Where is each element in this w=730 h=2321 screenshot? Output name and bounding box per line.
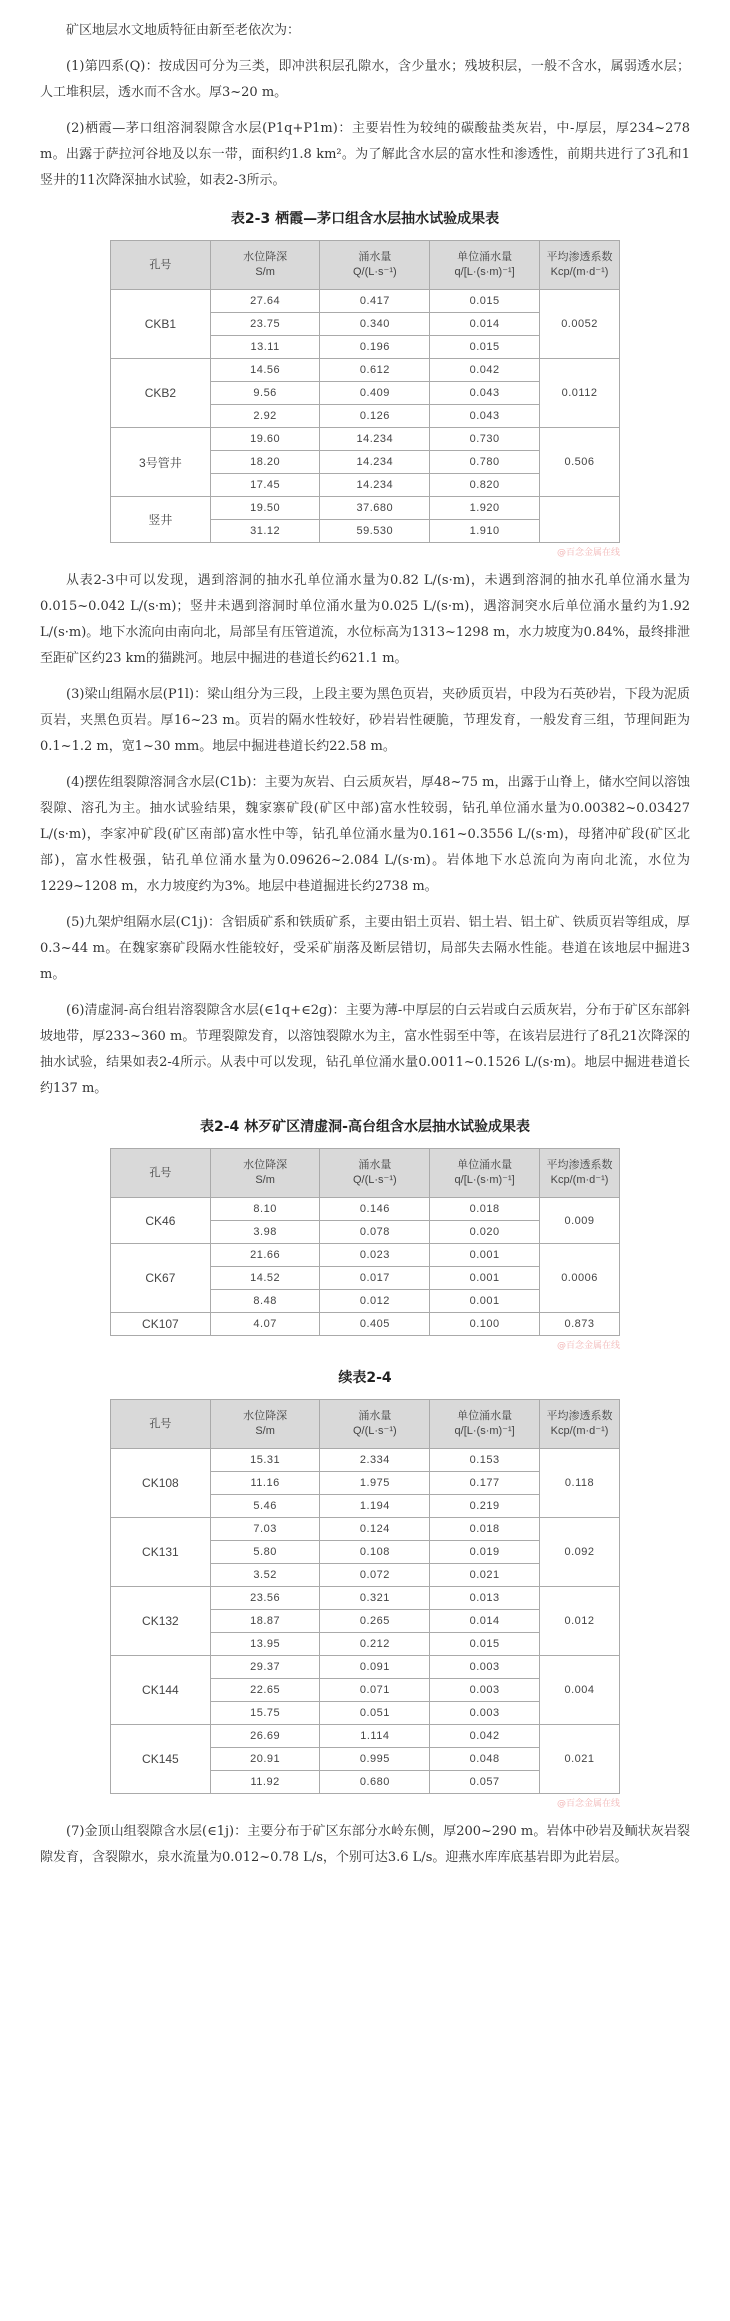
inflow-cell: 0.012 xyxy=(320,1290,430,1313)
unit-inflow-cell: 0.019 xyxy=(430,1541,540,1564)
inflow-cell: 0.071 xyxy=(320,1679,430,1702)
paragraph-jindingshan: (7)金顶山组裂隙含水层(∈1j)：主要分布于矿区东部分水岭东侧，厚200~290 m。岩体中砂岩及鲕状灰岩裂隙发育，含裂隙水，泉水流量为0.012~0.78 L/s，个别可达3.6 L/s。迎燕水库库底基岩即为此岩层。 xyxy=(40,1824,690,1865)
table-row xyxy=(111,1587,620,1610)
inflow-cell: 1.194 xyxy=(320,1495,430,1518)
permeability-cell: 0.118 xyxy=(540,1449,620,1518)
unit-inflow-cell: 0.177 xyxy=(430,1472,540,1495)
table-row xyxy=(111,359,620,382)
drawdown-cell: 29.37 xyxy=(210,1656,320,1679)
hole-id-cell: CK132 xyxy=(111,1587,211,1656)
hole-id-cell: CK46 xyxy=(111,1198,211,1244)
table-row xyxy=(111,1313,620,1336)
unit-inflow-cell: 0.014 xyxy=(430,1610,540,1633)
paragraph-table-2-3-analysis: 从表2-3中可以发现，遇到溶洞的抽水孔单位涌水量为0.82 L/(s·m)，未遇到溶洞的抽水孔单位涌水量为0.015~0.042 L/(s·m)；竖井未遇到溶洞时单位涌水量为0.025 L/(s·m)，遇溶洞突水后单位涌水量约为1.92 L/(s·m)。地下水流向由南向北，局部呈有压管道流，水位标高为1313~1298 m，水力坡度为0.84%，最终排泄至距矿区约23 km的猫跳河。地层中掘进的巷道长约621.1 m。 xyxy=(40,573,690,666)
unit-inflow-cell: 0.048 xyxy=(430,1748,540,1771)
unit-inflow-cell: 0.730 xyxy=(430,428,540,451)
watermark: @百念金属在线 xyxy=(556,1341,620,1351)
drawdown-cell: 19.60 xyxy=(210,428,320,451)
drawdown-cell: 15.31 xyxy=(210,1449,320,1472)
unit-inflow-cell: 0.015 xyxy=(430,290,540,313)
hole-id-cell: CKB2 xyxy=(111,359,211,428)
inflow-cell: 2.334 xyxy=(320,1449,430,1472)
unit-inflow-cell: 0.820 xyxy=(430,474,540,497)
unit-inflow-cell: 0.018 xyxy=(430,1198,540,1221)
unit-inflow-cell: 1.920 xyxy=(430,497,540,520)
drawdown-cell: 13.95 xyxy=(210,1633,320,1656)
table-row xyxy=(111,1449,620,1472)
permeability-cell: 0.092 xyxy=(540,1518,620,1587)
header-drawdown: 水位降深 S/m xyxy=(210,1400,320,1449)
inflow-cell: 37.680 xyxy=(320,497,430,520)
header-hole: 孔号 xyxy=(111,1400,211,1449)
inflow-cell: 14.234 xyxy=(320,451,430,474)
header-inflow: 涌水量 Q/(L·s⁻¹) xyxy=(320,1400,430,1449)
drawdown-cell: 22.65 xyxy=(210,1679,320,1702)
unit-inflow-cell: 0.219 xyxy=(430,1495,540,1518)
drawdown-cell: 14.56 xyxy=(210,359,320,382)
drawdown-cell: 11.92 xyxy=(210,1771,320,1794)
inflow-cell: 0.409 xyxy=(320,382,430,405)
hole-id-cell: CK67 xyxy=(111,1244,211,1313)
inflow-cell: 0.196 xyxy=(320,336,430,359)
drawdown-cell: 20.91 xyxy=(210,1748,320,1771)
permeability-cell: 0.0052 xyxy=(540,290,620,359)
table-2-3-caption: 表2-3 栖霞—茅口组含水层抽水试验成果表 xyxy=(230,211,500,227)
header-drawdown: 水位降深 S/m xyxy=(210,1149,320,1198)
table-header-row xyxy=(111,241,620,290)
drawdown-cell: 7.03 xyxy=(210,1518,320,1541)
inflow-cell: 0.405 xyxy=(320,1313,430,1336)
watermark: @百念金属在线 xyxy=(556,548,620,558)
paragraph-qingxudong-gaotai: (6)清虚洞-高台组岩溶裂隙含水层(∈1q+∈2g)：主要为薄-中厚层的白云岩或白云质灰岩，分布于矿区东部斜坡地带，厚233~360 m。节理裂隙发育，以溶蚀裂隙水为主，富水性弱至中等，在该岩层进行了8孔21次降深的抽水试验，结果如表2-4所示。从表中可以发现，钻孔单位涌水量0.0011~0.1526 L/(s·m)。地层中掘进巷道长约137 m。 xyxy=(40,1003,690,1096)
header-permeability: 平均渗透系数 Kcp/(m·d⁻¹) xyxy=(540,1149,620,1198)
unit-inflow-cell: 0.001 xyxy=(430,1290,540,1313)
hole-id-cell: CKB1 xyxy=(111,290,211,359)
permeability-cell: 0.009 xyxy=(540,1198,620,1244)
unit-inflow-cell: 0.780 xyxy=(430,451,540,474)
unit-inflow-cell: 0.014 xyxy=(430,313,540,336)
permeability-cell: 0.012 xyxy=(540,1587,620,1656)
table-2-3 xyxy=(110,240,620,543)
permeability-cell: 0.506 xyxy=(540,428,620,497)
hole-id-cell: CK144 xyxy=(111,1656,211,1725)
unit-inflow-cell: 0.015 xyxy=(430,336,540,359)
permeability-cell: 0.873 xyxy=(540,1313,620,1336)
permeability-cell: 0.004 xyxy=(540,1656,620,1725)
drawdown-cell: 23.56 xyxy=(210,1587,320,1610)
unit-inflow-cell: 0.100 xyxy=(430,1313,540,1336)
inflow-cell: 0.023 xyxy=(320,1244,430,1267)
drawdown-cell: 13.11 xyxy=(210,336,320,359)
drawdown-cell: 27.64 xyxy=(210,290,320,313)
drawdown-cell: 18.20 xyxy=(210,451,320,474)
inflow-cell: 0.995 xyxy=(320,1748,430,1771)
document-page xyxy=(40,0,690,1871)
inflow-cell: 0.612 xyxy=(320,359,430,382)
drawdown-cell: 15.75 xyxy=(210,1702,320,1725)
inflow-cell: 0.126 xyxy=(320,405,430,428)
inflow-cell: 0.078 xyxy=(320,1221,430,1244)
inflow-cell: 14.234 xyxy=(320,428,430,451)
intro-text: 矿区地层水文地质特征由新至老依次为： xyxy=(66,23,301,38)
paragraph-qixia-maokou: (2)栖霞—茅口组溶洞裂隙含水层(P1q+P1m)：主要岩性为较纯的碳酸盐类灰岩，中-厚层，厚234~278 m。出露于萨拉河谷地及以东一带，面积约1.8 km²。为了解此含水层的富水性和渗透性，前期共进行了3孔和1竖井的11次降深抽水试验，如表2-3所示。 xyxy=(40,121,690,188)
inflow-cell: 0.072 xyxy=(320,1564,430,1587)
inflow-cell: 14.234 xyxy=(320,474,430,497)
table-row xyxy=(111,497,620,520)
inflow-cell: 1.114 xyxy=(320,1725,430,1748)
unit-inflow-cell: 0.043 xyxy=(430,405,540,428)
unit-inflow-cell: 0.043 xyxy=(430,382,540,405)
table-row xyxy=(111,1656,620,1679)
inflow-cell: 0.051 xyxy=(320,1702,430,1725)
paragraph-baizuo: (4)摆佐组裂隙溶洞含水层(C1b)：主要为灰岩、白云质灰岩，厚48~75 m，出露于山脊上，储水空间以溶蚀裂隙、溶孔为主。抽水试验结果，魏家寨矿段(矿区中部)富水性较弱，钻孔单位涌水量为0.00382~0.03427 L/(s·m)，李家冲矿段(矿区南部)富水性中等，钻孔单位涌水量为0.161~0.3556 L/(s·m)，母猪冲矿段(矿区北部)，富水性极强，钻孔单位涌水量为0.09626~2.084 L/(s·m)。岩体地下水总流向为南向北流，水位为1229~1208 m，水力坡度约为3%。地层中巷道掘进长约2738 m。 xyxy=(40,775,690,894)
watermark: @百念金属在线 xyxy=(556,1799,620,1809)
permeability-cell xyxy=(540,497,620,543)
unit-inflow-cell: 0.153 xyxy=(430,1449,540,1472)
unit-inflow-cell: 0.057 xyxy=(430,1771,540,1794)
hole-id-cell: CK145 xyxy=(111,1725,211,1794)
drawdown-cell: 23.75 xyxy=(210,313,320,336)
hole-id-cell: CK107 xyxy=(111,1313,211,1336)
table-row xyxy=(111,1725,620,1748)
table-2-4-continued xyxy=(110,1399,620,1794)
table-2-4-caption: 表2-4 林歹矿区清虚洞-高台组含水层抽水试验成果表 xyxy=(200,1119,530,1135)
header-permeability: 平均渗透系数 Kcp/(m·d⁻¹) xyxy=(540,241,620,290)
header-drawdown: 水位降深 S/m xyxy=(210,241,320,290)
table-row xyxy=(111,1244,620,1267)
drawdown-cell: 5.46 xyxy=(210,1495,320,1518)
drawdown-cell: 21.66 xyxy=(210,1244,320,1267)
unit-inflow-cell: 0.003 xyxy=(430,1679,540,1702)
paragraph-quaternary: (1)第四系(Q)：按成因可分为三类，即冲洪积层孔隙水，含少量水；残坡积层，一般不含水，属弱透水层；人工堆积层，透水而不含水。厚3~20 m。 xyxy=(40,59,690,100)
drawdown-cell: 3.52 xyxy=(210,1564,320,1587)
paragraph-jiujialu: (5)九架炉组隔水层(C1j)：含铝质矿系和铁质矿系，主要由铝土页岩、铝土岩、铝土矿、铁质页岩等组成，厚0.3~44 m。在魏家寨矿段隔水性能较好，受采矿崩落及断层错切，局部失去隔水性能。巷道在该地层中掘进3 m。 xyxy=(40,915,690,982)
unit-inflow-cell: 1.910 xyxy=(430,520,540,543)
table-row xyxy=(111,290,620,313)
drawdown-cell: 18.87 xyxy=(210,1610,320,1633)
header-hole: 孔号 xyxy=(111,241,211,290)
unit-inflow-cell: 0.021 xyxy=(430,1564,540,1587)
hole-id-cell: CK131 xyxy=(111,1518,211,1587)
unit-inflow-cell: 0.001 xyxy=(430,1267,540,1290)
drawdown-cell: 9.56 xyxy=(210,382,320,405)
unit-inflow-cell: 0.003 xyxy=(430,1702,540,1725)
drawdown-cell: 8.48 xyxy=(210,1290,320,1313)
unit-inflow-cell: 0.015 xyxy=(430,1633,540,1656)
unit-inflow-cell: 0.013 xyxy=(430,1587,540,1610)
inflow-cell: 0.265 xyxy=(320,1610,430,1633)
permeability-cell: 0.0112 xyxy=(540,359,620,428)
drawdown-cell: 11.16 xyxy=(210,1472,320,1495)
drawdown-cell: 4.07 xyxy=(210,1313,320,1336)
unit-inflow-cell: 0.018 xyxy=(430,1518,540,1541)
drawdown-cell: 8.10 xyxy=(210,1198,320,1221)
permeability-cell: 0.021 xyxy=(540,1725,620,1794)
drawdown-cell: 2.92 xyxy=(210,405,320,428)
table-row xyxy=(111,1518,620,1541)
header-unit-inflow: 单位涌水量 q/[L·(s·m)⁻¹] xyxy=(430,241,540,290)
table-2-4 xyxy=(110,1148,620,1336)
inflow-cell: 0.146 xyxy=(320,1198,430,1221)
table-header-row xyxy=(111,1149,620,1198)
hole-id-cell: 竖井 xyxy=(111,497,211,543)
inflow-cell: 0.680 xyxy=(320,1771,430,1794)
table-2-4-cont-caption: 续表2-4 xyxy=(338,1370,392,1386)
inflow-cell: 0.340 xyxy=(320,313,430,336)
hole-id-cell: 3号管井 xyxy=(111,428,211,497)
header-inflow: 涌水量 Q/(L·s⁻¹) xyxy=(320,1149,430,1198)
unit-inflow-cell: 0.003 xyxy=(430,1656,540,1679)
table-row xyxy=(111,428,620,451)
paragraph-liangshan: (3)梁山组隔水层(P1l)：梁山组分为三段，上段主要为黑色页岩，夹砂质页岩，中段为石英砂岩，下段为泥质页岩，夹黑色页岩。厚16~23 m。页岩的隔水性较好，砂岩岩性硬脆，节理发育，一般发育三组，节理间距为0.1~1.2 m，宽1~30 mm。地层中掘进巷道长约22.58 m。 xyxy=(40,687,690,754)
hole-id-cell: CK108 xyxy=(111,1449,211,1518)
inflow-cell: 0.212 xyxy=(320,1633,430,1656)
drawdown-cell: 31.12 xyxy=(210,520,320,543)
unit-inflow-cell: 0.020 xyxy=(430,1221,540,1244)
permeability-cell: 0.0006 xyxy=(540,1244,620,1313)
table-row xyxy=(111,1198,620,1221)
inflow-cell: 0.091 xyxy=(320,1656,430,1679)
unit-inflow-cell: 0.042 xyxy=(430,1725,540,1748)
drawdown-cell: 14.52 xyxy=(210,1267,320,1290)
header-unit-inflow: 单位涌水量 q/[L·(s·m)⁻¹] xyxy=(430,1400,540,1449)
inflow-cell: 0.417 xyxy=(320,290,430,313)
inflow-cell: 0.321 xyxy=(320,1587,430,1610)
table-header-row xyxy=(111,1400,620,1449)
inflow-cell: 1.975 xyxy=(320,1472,430,1495)
inflow-cell: 59.530 xyxy=(320,520,430,543)
drawdown-cell: 19.50 xyxy=(210,497,320,520)
drawdown-cell: 5.80 xyxy=(210,1541,320,1564)
header-permeability: 平均渗透系数 Kcp/(m·d⁻¹) xyxy=(540,1400,620,1449)
inflow-cell: 0.017 xyxy=(320,1267,430,1290)
inflow-cell: 0.108 xyxy=(320,1541,430,1564)
unit-inflow-cell: 0.001 xyxy=(430,1244,540,1267)
drawdown-cell: 26.69 xyxy=(210,1725,320,1748)
header-hole: 孔号 xyxy=(111,1149,211,1198)
header-unit-inflow: 单位涌水量 q/[L·(s·m)⁻¹] xyxy=(430,1149,540,1198)
inflow-cell: 0.124 xyxy=(320,1518,430,1541)
header-inflow: 涌水量 Q/(L·s⁻¹) xyxy=(320,241,430,290)
drawdown-cell: 17.45 xyxy=(210,474,320,497)
drawdown-cell: 3.98 xyxy=(210,1221,320,1244)
unit-inflow-cell: 0.042 xyxy=(430,359,540,382)
